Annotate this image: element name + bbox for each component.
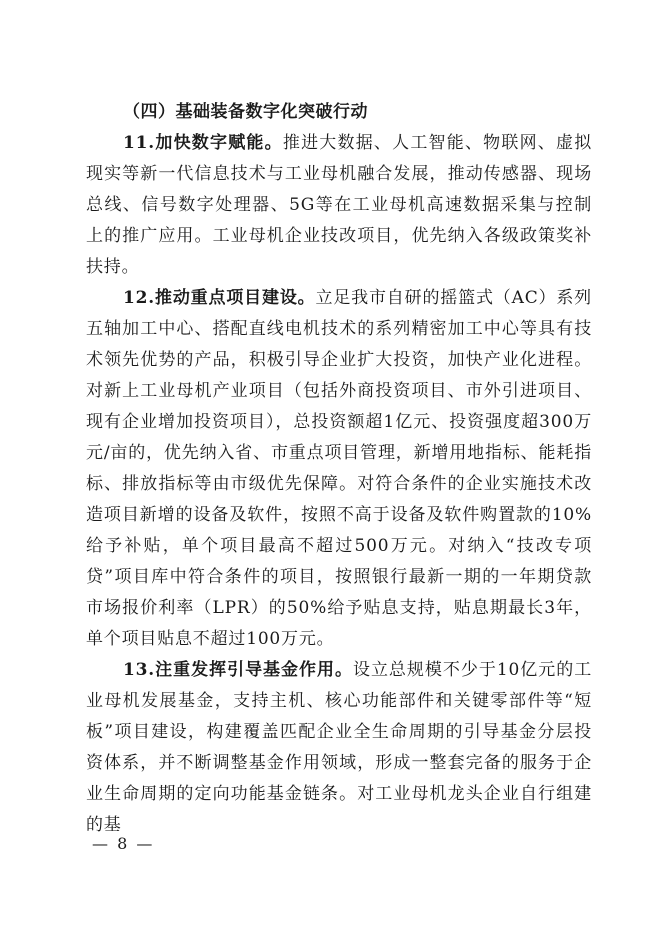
- paragraph-12-body: 立足我市自研的摇篮式（AC）系列五轴加工中心、搭配直线电机技术的系列精密加工中心等具有技术领先优势的产品，积极引导企业扩大投资，加快产业化进程。对新上工业母机产业项目（包括外商投资项目、市外引进项目、现有企业增加投资项目），总投资额超1亿元、投资强度超300万元/亩的，优先纳入省、市重点项目管理，新增用地指标、能耗指标、排放指标等由市级优先保障。对符合条件的企业实施技术改造项目新增的设备及软件，按照不高于设备及软件购置款的10%给予补贴，单个项目最高不超过500万元。对纳入“技改专项贷”项目库中符合条件的项目，按照银行最新一期的一年期贷款市场报价利率（LPR）的50%给予贴息支持，贴息期最长3年，单个项目贴息不超过100万元。: [86, 288, 592, 649]
- section-heading: （四）基础装备数字化突破行动: [123, 102, 368, 122]
- paragraph-13-body: 设立总规模不少于10亿元的工业母机发展基金，支持主机、核心功能部件和关键零部件等“短板”项目建设，构建覆盖匹配企业全生命周期的引导基金分层投资体系，并不断调整基金作用领域，形成一整套完备的服务于企业生命周期的定向功能基金链条。对工业母机龙头企业自行组建的基: [86, 660, 592, 835]
- paragraph-11-body: 推进大数据、人工智能、物联网、虚拟现实等新一代信息技术与工业母机融合发展，推动传感器、现场总线、信号数字处理器、5G等在工业母机高速数据采集与控制上的推广应用。工业母机企业技改项目，优先纳入各级政策奖补扶持。: [86, 133, 593, 277]
- paragraph-11: [86, 128, 592, 283]
- document-body: [86, 97, 592, 841]
- paragraph-11-lead: 11.加快数字赋能。: [123, 133, 283, 153]
- paragraph-12: [86, 283, 592, 655]
- page-number: — 8 —: [92, 834, 155, 853]
- paragraph-13: [86, 655, 592, 841]
- paragraph-13-lead: 13.注重发挥引导基金作用。: [123, 660, 353, 680]
- paragraph-12-lead: 12.推动重点项目建设。: [123, 288, 316, 308]
